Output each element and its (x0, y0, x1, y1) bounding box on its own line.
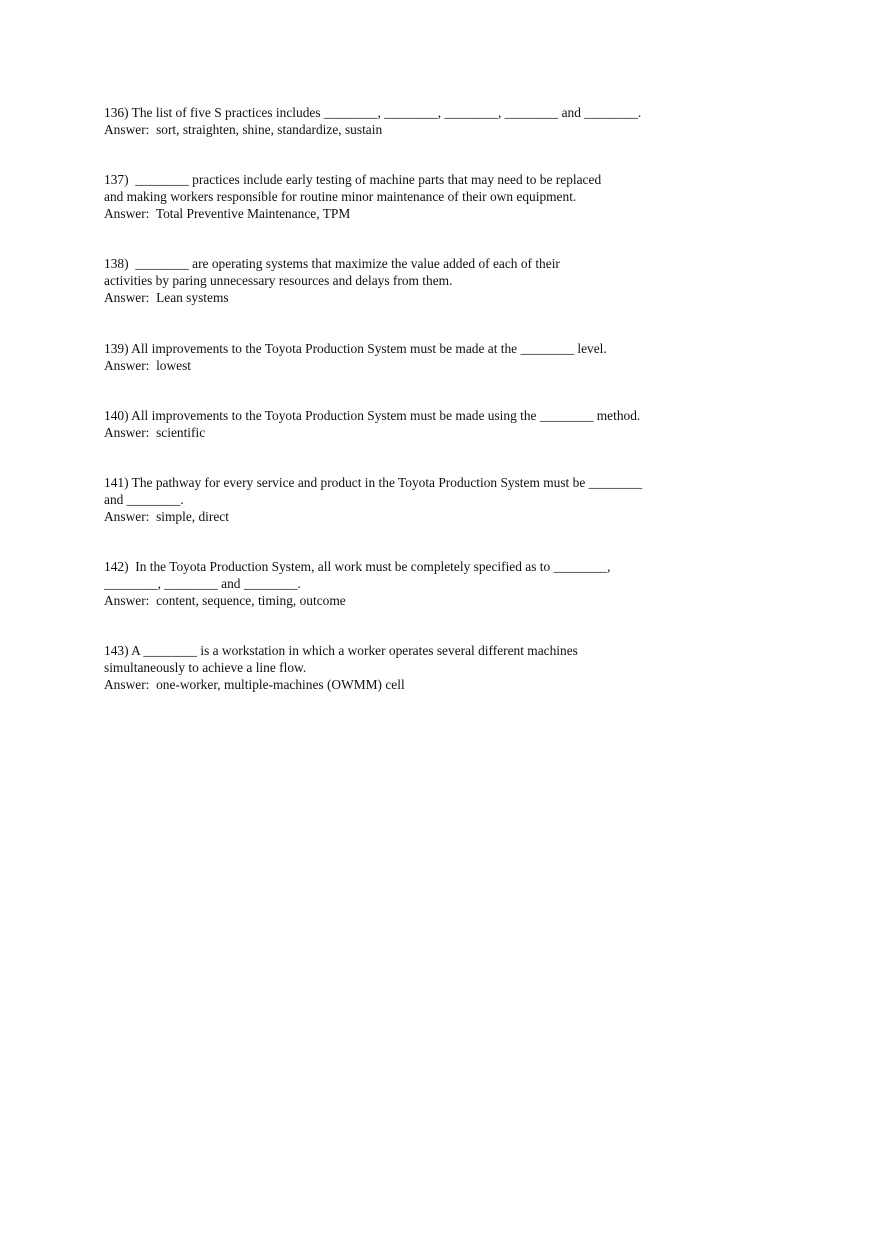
question-136 (104, 105, 704, 139)
question-text: simultaneously to achieve a line flow. (104, 659, 307, 675)
question-text: 139) All improvements to the Toyota Production System must be made at the ________ level. (104, 341, 607, 356)
question-text: activities by paring unnecessary resources and delays from them. (104, 272, 453, 288)
question-text: 137) ________ practices include early testing of machine parts that may need to be replaced (104, 172, 602, 187)
question-137 (104, 172, 704, 222)
question-text: ________, ________ and ________. (104, 575, 301, 591)
answer-text: Answer: Lean systems (104, 289, 229, 305)
question-text: 142) In the Toyota Production System, all work must be completely specified as to ________, (104, 559, 611, 574)
question-142 (104, 559, 704, 609)
question-140 (104, 408, 704, 442)
answer-text: Answer: one-worker, multiple-machines (OWMM) cell (104, 676, 405, 692)
question-text: and making workers responsible for routine minor maintenance of their own equipment. (104, 188, 577, 204)
question-text: 138) ________ are operating systems that maximize the value added of each of their (104, 256, 560, 271)
answer-text: Answer: Total Preventive Maintenance, TPM (104, 205, 351, 221)
answer-text: Answer: content, sequence, timing, outcome (104, 592, 346, 608)
question-text: 143) A ________ is a workstation in which a worker operates several different machines (104, 643, 578, 658)
answer-text: Answer: lowest (104, 357, 192, 373)
question-139 (104, 341, 704, 375)
answer-text: Answer: simple, direct (104, 508, 229, 524)
question-143 (104, 643, 704, 693)
question-138 (104, 256, 704, 306)
question-text: 136) The list of five S practices includes ________, ________, ________, ________ and ________. (104, 105, 642, 120)
question-text: 141) The pathway for every service and product in the Toyota Production System must be ________ (104, 475, 643, 490)
question-141 (104, 475, 704, 525)
answer-text: Answer: sort, straighten, shine, standardize, sustain (104, 121, 383, 137)
answer-text: Answer: scientific (104, 424, 206, 440)
question-text: 140) All improvements to the Toyota Production System must be made using the ________ method. (104, 408, 641, 423)
question-text: and ________. (104, 491, 184, 507)
